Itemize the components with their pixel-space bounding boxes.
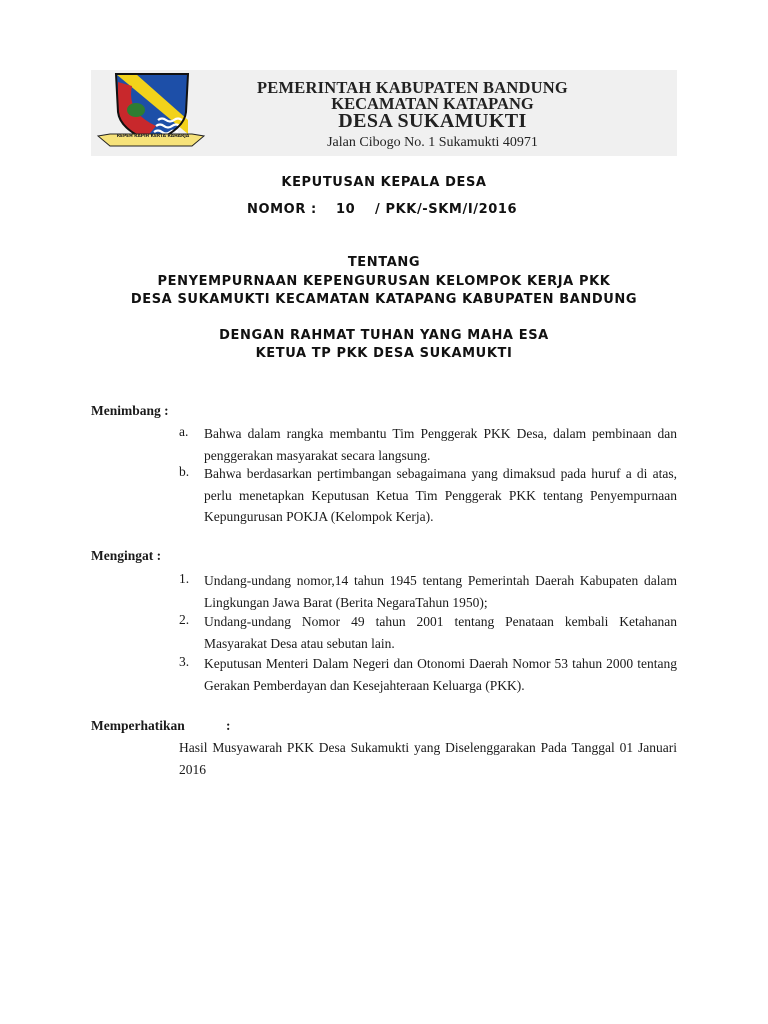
memperhatikan-label: Memperhatikan bbox=[91, 718, 185, 733]
subject-line-2: DESA SUKAMUKTI KECAMATAN KATAPANG KABUPATEN BANDUNG bbox=[130, 292, 638, 307]
mengingat-item-text: Keputusan Menteri Dalam Negeri dan Otonomi Daerah Nomor 53 tahun 2000 tentang Gerakan Pemberdayan dan Kesejahteraan Keluarga (PKK). bbox=[204, 656, 677, 693]
letterhead bbox=[91, 70, 677, 156]
letterhead-address: Jalan Cibogo No. 1 Sukamukti 40971 bbox=[327, 135, 538, 150]
memperhatikan-text: Hasil Musyawarah PKK Desa Sukamukti yang Diselenggarakan Pada Tanggal 01 Januari 2016 bbox=[179, 740, 677, 777]
letterhead-district-line: KECAMATAN KATAPANG bbox=[331, 94, 534, 113]
list-marker: 1. bbox=[179, 571, 190, 586]
subject-line-1: PENYEMPURNAAN KEPENGURUSAN KELOMPOK KERJA PKK bbox=[157, 274, 611, 289]
invocation-line-2: KETUA TP PKK DESA SUKAMUKTI bbox=[255, 346, 513, 361]
menimbang-label: Menimbang : bbox=[91, 403, 169, 418]
document-title: KEPUTUSAN KEPALA DESA bbox=[281, 175, 487, 190]
tentang-heading: TENTANG bbox=[347, 255, 421, 270]
nomor-value: 10 bbox=[336, 202, 356, 217]
nomor-label: NOMOR : bbox=[247, 202, 317, 217]
mengingat-label: Mengingat : bbox=[91, 548, 162, 563]
kabupaten-bandung-emblem-icon bbox=[96, 72, 206, 154]
list-marker: 2. bbox=[179, 612, 190, 627]
mengingat-item-text: Undang-undang Nomor 49 tahun 2001 tentang Penataan kembali Ketahanan Masyarakat Desa atau sebutan lain. bbox=[204, 614, 677, 651]
letterhead-village-line: DESA SUKAMUKTI bbox=[338, 110, 527, 132]
letterhead-government-line: PEMERINTAH KABUPATEN BANDUNG bbox=[257, 78, 568, 97]
mengingat-item-text: Undang-undang nomor,14 tahun 1945 tentang Pemerintah Daerah Kabupaten dalam Lingkungan Jawa Barat (Berita NegaraTahun 1950); bbox=[204, 573, 677, 610]
list-marker: a. bbox=[179, 424, 189, 439]
list-marker: 3. bbox=[179, 654, 190, 669]
nomor-suffix: / PKK/-SKM/I/2016 bbox=[375, 202, 518, 217]
emblem-motto: REPEH RAPIH KERTA RAHARJA bbox=[116, 134, 190, 139]
menimbang-item-text: Bahwa berdasarkan pertimbangan sebagaimana yang dimaksud pada huruf a di atas, perlu menetapkan Keputusan Ketua Tim Penggerak PKK tentang Penyempurnaan Kepungurusan POKJA (Kelompok Kerja). bbox=[204, 466, 677, 524]
memperhatikan-colon: : bbox=[226, 718, 231, 733]
list-marker: b. bbox=[179, 464, 190, 479]
invocation-line-1: DENGAN RAHMAT TUHAN YANG MAHA ESA bbox=[219, 328, 549, 343]
menimbang-item-text: Bahwa dalam rangka membantu Tim Penggerak PKK Desa, dalam pembinaan dan penggerakan masyarakat secara langsung. bbox=[204, 426, 677, 463]
